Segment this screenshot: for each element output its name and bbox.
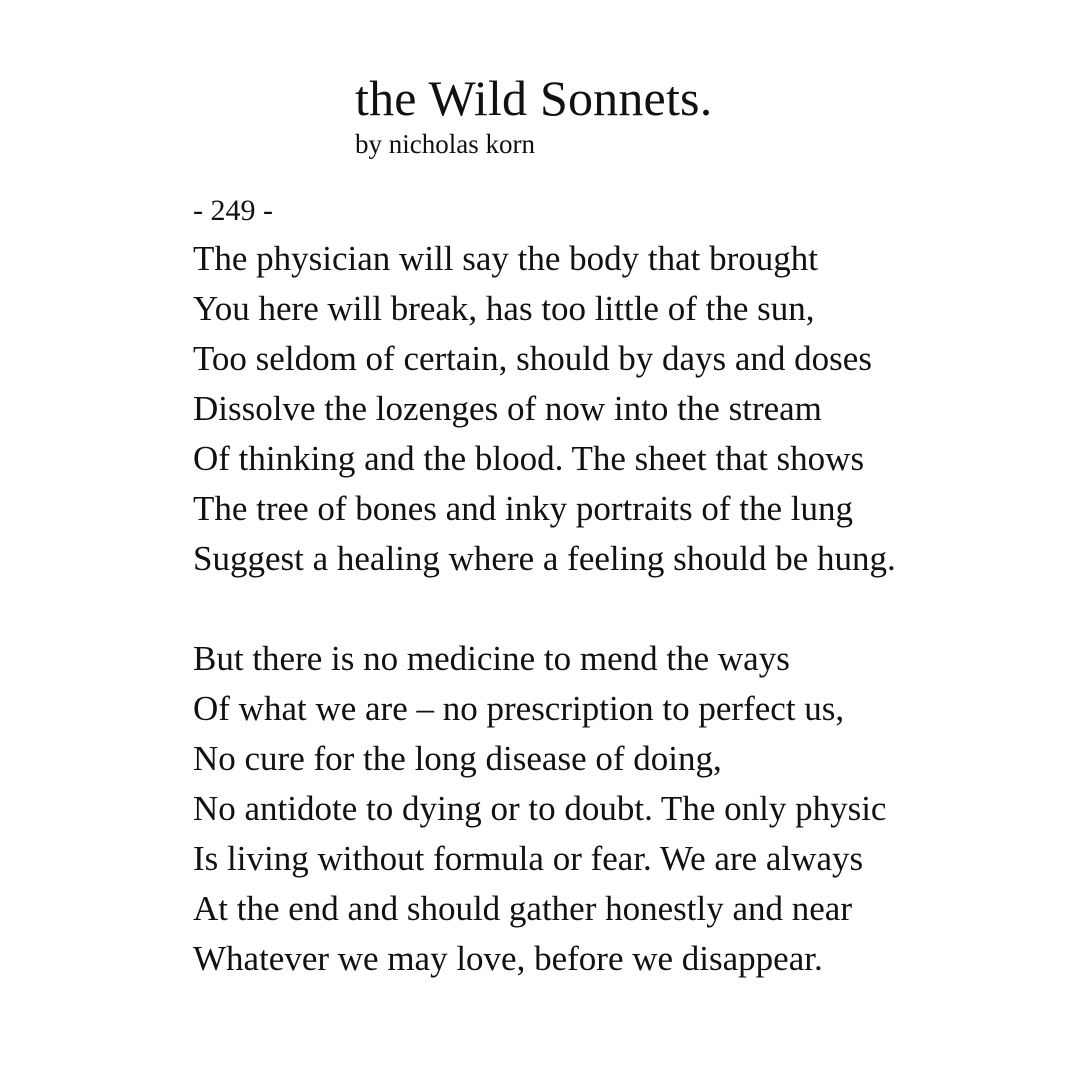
poem-line: Of thinking and the blood. The sheet that shows [193, 439, 865, 478]
poem-line: No cure for the long disease of doing, [193, 739, 722, 778]
poem-line: Suggest a healing where a feeling should be hung. [193, 539, 896, 578]
poem-line: Whatever we may love, before we disappear. [193, 939, 823, 978]
poem-header [355, 68, 712, 160]
poem-line: The tree of bones and inky portraits of the lung [193, 489, 853, 528]
sonnet-number: - 249 - [193, 194, 273, 227]
poem-line: At the end and should gather honestly and near [193, 889, 852, 928]
poem-line: Of what we are – no prescription to perfect us, [193, 689, 845, 728]
poem-line: Is living without formula or fear. We are always [193, 839, 864, 878]
poem-line: But there is no medicine to mend the ways [193, 639, 790, 678]
collection-title: the Wild Sonnets. [355, 70, 713, 126]
author-byline: by nicholas korn [355, 129, 535, 159]
stanza-2 [193, 634, 896, 984]
poem-line: Dissolve the lozenges of now into the stream [193, 389, 822, 428]
poem-line: You here will break, has too little of the sun, [193, 289, 815, 328]
poem-line: No antidote to dying or to doubt. The only physic [193, 789, 887, 828]
poem-line: The physician will say the body that brought [193, 239, 819, 278]
poem-line: Too seldom of certain, should by days and doses [193, 339, 872, 378]
sonnet [193, 188, 896, 984]
stanza-1 [193, 234, 896, 584]
